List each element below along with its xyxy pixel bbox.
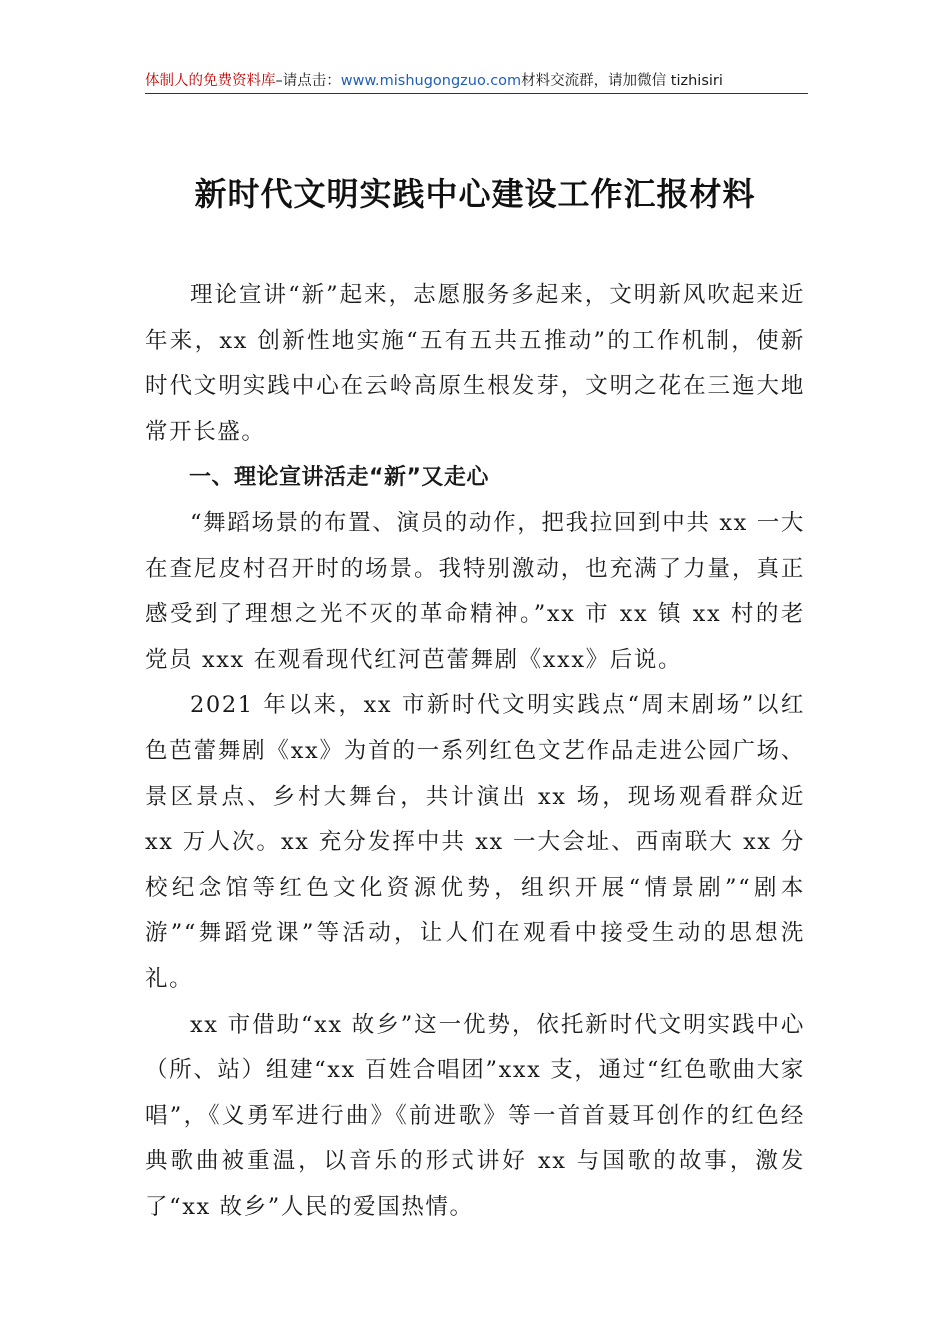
paragraph-choir: xx 市借助“xx 故乡”这一优势，依托新时代文明实践中心（所、站）组建“xx 百姓合唱团”xxx 支，通过“红色歌曲大家唱”，《义勇军进行曲》《前进歌》等一首首聂耳创作的红色经典歌曲被重温，以音乐的形式讲好 xx 与国歌的故事，激发了“xx 故乡”人民的爱国热情。 xyxy=(145,1011,805,1220)
header-url-link[interactable]: www.mishugongzuo.com xyxy=(340,73,522,89)
section-heading: 一、理论宣讲活走“新”又走心 xyxy=(189,465,489,491)
page-header xyxy=(145,68,808,94)
paragraph-intro: 理论宣讲“新”起来，志愿服务多起来，文明新风吹起来近年来，xx 创新性地实施“五有五共五推动”的工作机制，使新时代文明实践中心在云岭高原生根发芽，文明之花在三迤大地常开长盛。 xyxy=(145,282,805,445)
paragraph-quote: “舞蹈场景的布置、演员的动作，把我拉回到中共 xx 一大在查尼皮村召开时的场景。我特别激动，也充满了力量，真正感受到了理想之光不灭的革命精神。”xx 市 xx 镇 xx 村的老党员 xxx 在观看现代红河芭蕾舞剧《xxx》后说。 xyxy=(145,509,805,673)
paragraph-2021: 2021 年以来，xx 市新时代文明实践点“周末剧场”以红色芭蕾舞剧《xx》为首的一系列红色文艺作品走进公园广场、景区景点、乡村大舞台，共计演出 xx 场，现场观看群众近 xx 万人次。xx 充分发挥中共 xx 一大会址、西南联大 xx 分校纪念馆等红色文化资源优势，组织开展“情景剧”“剧本游”“舞蹈党课”等活动，让人们在观看中接受生动的思想洗礼。 xyxy=(145,692,805,992)
header-divider xyxy=(145,93,808,94)
header-brand: 体制人的免费资料库 xyxy=(145,73,276,89)
document-title: 新时代文明实践中心建设工作汇报材料 xyxy=(194,175,756,213)
header-prompt: –请点击： xyxy=(275,73,341,89)
header-suffix: 材料交流群，请加微信 tizhisiri xyxy=(521,73,723,89)
document-body xyxy=(145,273,805,1230)
